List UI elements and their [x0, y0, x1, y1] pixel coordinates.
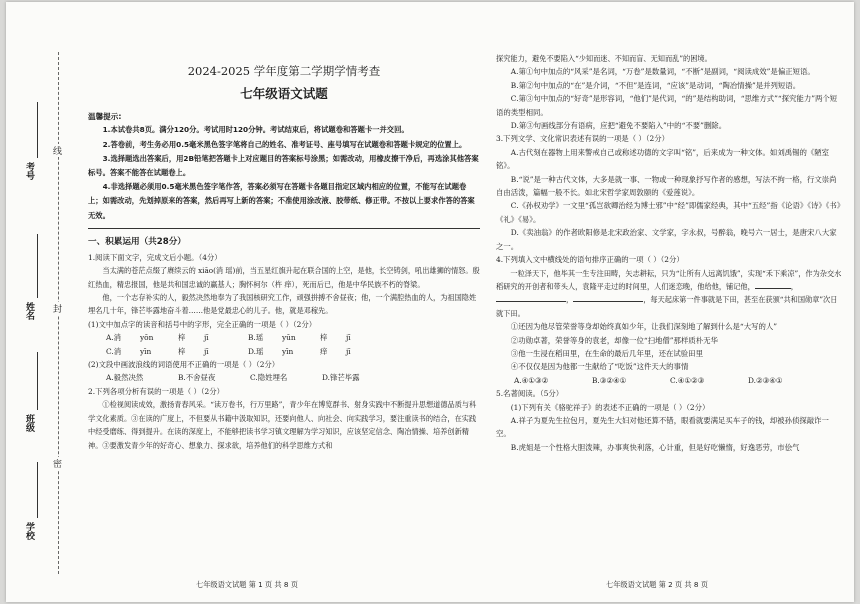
question-1-2-options — [88, 371, 480, 384]
field-label-name: 姓名 — [24, 302, 34, 320]
option-text: yōn — [140, 333, 154, 343]
question-4-passage-a: 一粒泽天下，他毕其一生专注田畴，矢志耕耘，只为“让所有人远离饥饿”，实现“禾下乘凉”，作为杂交水稻研究的开创者和带头人，袁隆平走过的时间里，人们迷恋晚，他给他，铺记他， — [496, 268, 842, 291]
option-d[interactable]: D.②③④① — [748, 375, 783, 385]
question-1-2-stem: (2)文段中画波浪线的词语使用不正确的一项是（ ）（2分） — [88, 360, 280, 370]
notice-item: 1.本试卷共8页。满分120分。考试用时120分钟。考试结束后，将试题卷和答题卡一并交回。 — [102, 125, 409, 135]
question-3-option-a[interactable]: A.古代刻在器物上用来警戒自己或称述功德的文字叫“铭”，后来成为一种文体。如刘禹锡的《陋室铭》。 — [496, 147, 830, 171]
question-4-passage-b: ，每天起床第一件事就是下田，甚至在获颁“共和国勋章”次日就下田。 — [496, 295, 838, 318]
option-text: jī — [346, 346, 351, 356]
question-3-option-c[interactable]: C.《孙权劝学》一文里“孤岂欲卿治经为博士邪”中“经”即儒家经典，其中“五经”指《论语》《诗》《书》《礼》《易》。 — [496, 201, 841, 224]
question-4-item: ②功勋卓著，荣誉等身的袁老，却像一位“扫地僧”那样质朴无华 — [510, 335, 718, 345]
option-text: jī — [346, 333, 351, 343]
page-2-footer: 七年级语文试题 第 2 页 共 8 页 — [606, 580, 708, 589]
section-heading-accumulation: 一、积累运用（共28分） — [88, 236, 186, 247]
question-2-option-d[interactable]: D.第③句画线部分有语病，应把“避免不要陷入”中的“不要”删除。 — [510, 121, 727, 131]
seal-word-mi: 密 — [51, 459, 61, 468]
question-4-options — [496, 374, 842, 387]
notice-heading: 温馨提示: — [88, 112, 122, 121]
option-b[interactable]: B.不舍昼夜 — [178, 373, 216, 383]
option-text: yūn — [282, 333, 296, 343]
notice-item: 2.答卷前，考生务必用0.5毫米黑色签字笔将自己的姓名、准考证号、座号填写在试题卷和答题卡规定的位置上。 — [102, 139, 467, 149]
field-label-class: 班级 — [24, 414, 34, 432]
notice-item: 4.非选择题必须用0.5毫米黑色签字笔作答，答案必须写在答题卡各题目指定区域内相应的位置，不能写在试题卷上；如需改动，先划掉原来的答案，然后再写上新的答案；不准使用涂改液、胶带纸、修正带。不按以上要求作答的答案无效。 — [88, 182, 475, 220]
option-text: 梓 — [178, 346, 186, 356]
field-line-class[interactable] — [37, 352, 38, 410]
question-4-item: ③他一生浸在稻田里，在生命的最后几年里，还在试验田里 — [510, 348, 703, 358]
question-4-item: ④不仅仅是因为他都一生献给了“吃饭”这件天大的事情 — [510, 362, 689, 372]
option-text: 痒 — [320, 346, 328, 356]
question-2-passage: ①检视阅读成效，激扬青春风采。“读万卷书，行万里路”，青少年在博览群书、射身实践中不断提升思想道德品质与科学文化素质。③在读的广度上，不但要从书籍中汲取知识，还要向他人、向社会、向实践学习，要注重读书的结合，在实践中经受磨练、得到提升。在读的深度上，不能够把读书学习镇文理解为学习知识，应该坚定信念、陶冶情操、培养创新精神。③要激发青少年的好奇心、想象力、探求欲，培养他们的科学思维方式和 — [88, 400, 477, 450]
option-text: jī — [204, 346, 209, 356]
section-divider — [88, 228, 480, 229]
seal-word-feng: 封 — [51, 304, 61, 313]
option-c[interactable]: C.隐姓埋名 — [250, 373, 288, 383]
answer-blank[interactable] — [496, 293, 566, 302]
question-2-stem: 2.下列各项分析有误的一项是（ ）（2分） — [88, 386, 225, 396]
question-3-option-d[interactable]: D.《卖油翁》的作者欧阳修是北宋政治家、文学家，字永叔，号醉翁，晚号六一居士，是唐宋八大家之一。 — [496, 228, 837, 251]
question-1-1-stem: (1)文中加点字的读音和括号中的字形，完全正确的一项是（ ）（2分） — [88, 319, 317, 329]
option-text[interactable]: A.消 — [106, 333, 122, 343]
question-2-passage-continued: 探究能力，避免不要陷入“少知而迷、不知而盲、无知而乱”的困境。 — [496, 54, 712, 63]
question-5-1-stem: (1)下列有关《骆驼祥子》的表述不正确的一项是（ ）（2分） — [510, 402, 710, 412]
option-text: jī — [204, 333, 209, 343]
page-1-column — [88, 48, 480, 452]
question-1-1-options — [88, 331, 480, 344]
question-1-passage: 他，一个志存补实的人，毅然决然地奉为了我国核研究工作，顽强拼搏不舍昼夜；他，一个满腔热血的人，为祖国隐姓埋名几十年，锋芒毕露地奋斗着……他是党最忠心的儿子。他，就是邓稼先。 — [88, 293, 477, 316]
option-b[interactable]: B.③②④① — [592, 375, 627, 385]
field-line-school[interactable] — [37, 462, 38, 518]
question-4-passage: 一粒泽天下，他毕其一生专注田畴，矢志耕耘，只为“让所有人远离饥饿”，实现“禾下乘凉”，作为杂交水稻研究的开创者和带头人，袁隆平走过的时间里，人们迷恋晚，他给他，铺记他， ，， ，每天起床第一件事就是下田，甚至在获颁“共和国勋章”次日就下田。 — [496, 268, 842, 318]
option-text[interactable]: B.瑶 — [248, 333, 264, 343]
field-label-exam-number: 考号 — [24, 162, 34, 180]
field-line-name[interactable] — [37, 234, 38, 298]
question-2-option-a[interactable]: A.第①句中加点的“风采”是名词，“万卷”是数量词，“不断”是副词，“阅读成效”是偏正短语。 — [510, 67, 815, 77]
question-2-option-c[interactable]: C.第③句中加点的“好奇”是形容词，“他们”是代词，“的”是结构助词，“思维方式”“探究能力”两个短语的类型相同。 — [496, 94, 838, 117]
question-5-stem: 5.名著阅读。（5分） — [496, 389, 564, 399]
option-d[interactable]: D.锋芒毕露 — [322, 373, 360, 383]
page-1-footer: 七年级语文试题 第 1 页 共 8 页 — [196, 580, 298, 589]
exam-subtitle: 七年级语文试题 — [240, 86, 328, 101]
option-text: 梓 — [320, 333, 328, 343]
option-text[interactable]: C.消 — [106, 346, 122, 356]
option-text: yīn — [282, 346, 294, 356]
exam-sheet — [6, 2, 854, 602]
exam-title: 2024-2025 学年度第二学期学情考查 — [187, 64, 381, 78]
question-5-1-option-a[interactable]: A.祥子为夏先生拉包月，夏先生大妇对他还算不错，眼看就要满足买车子的钱，却被孙侦探敲诈一空。 — [496, 415, 829, 439]
question-3-stem: 3.下列文学、文化常识表述有误的一项是（ ）（2分） — [496, 134, 669, 144]
question-5-1-option-b[interactable]: B.虎姐是一个性格大胆泼辣，办事爽快利落，心计重，但是好吃懒惰，好逸恶劳，市侩气 — [510, 442, 800, 452]
option-text[interactable]: D.瑶 — [248, 346, 264, 356]
question-1-stem: 1.阅读下面文字，完成文后小题。（4分） — [88, 252, 222, 262]
field-line-exam-number[interactable] — [37, 102, 38, 158]
question-1-1-options — [88, 345, 480, 358]
question-2-option-b[interactable]: B.第②句中加点的“在”是介词，“不但”是连词，“应该”是动词，“陶冶情操”是并列短语。 — [510, 80, 801, 90]
option-c[interactable]: C.④①②③ — [670, 375, 705, 385]
page-2-column — [496, 52, 842, 454]
question-4-item: ①还因为他尽管荣誉等身却始终真如少年，让我们深刻地了解到什么是“大写的人” — [510, 322, 778, 332]
option-a[interactable]: A.毅然决然 — [106, 373, 144, 383]
question-4-stem: 4.下列填入文中横线处的语句排序正确的一项（ ）（2分） — [496, 255, 684, 265]
option-a[interactable]: A.④①③② — [514, 375, 549, 385]
answer-blank[interactable] — [573, 293, 643, 302]
question-3-option-b[interactable]: B.“说”是一种古代文体，大多是就一事、一物或一种现象抒写作者的感想，写法不拘一格，行文崇尚自由活泼，篇幅一般不长。如北宋哲学家周敦颐的《爱莲说》。 — [496, 174, 837, 198]
notice-item: 3.选择题选出答案后，用2B铅笔把答题卡上对应题目的答案标号涂黑；如需改动，用橡皮擦干净后，再选涂其他答案标号。答案不能答在试题卷上。 — [88, 153, 479, 178]
option-text: 梓 — [178, 333, 186, 343]
seal-word-xian: 线 — [51, 146, 61, 155]
answer-blank[interactable] — [755, 280, 791, 289]
option-text: yīn — [140, 346, 152, 356]
binding-strip — [6, 2, 78, 602]
question-1-passage: 当太满的苍茫点缀了赓续云的 xiāo(消 瑶)前，当五星红旗升起在联合国的上空，是他，长空铸剑，吼出雄狮的情怒。殷红热血，精忠报国，他是共和国忠诚的赢基人；胸怀柯尔（杵 痒），死而后已，他是中华民族不朽的脊梁。 — [88, 266, 480, 289]
field-label-school: 学校 — [24, 522, 34, 540]
